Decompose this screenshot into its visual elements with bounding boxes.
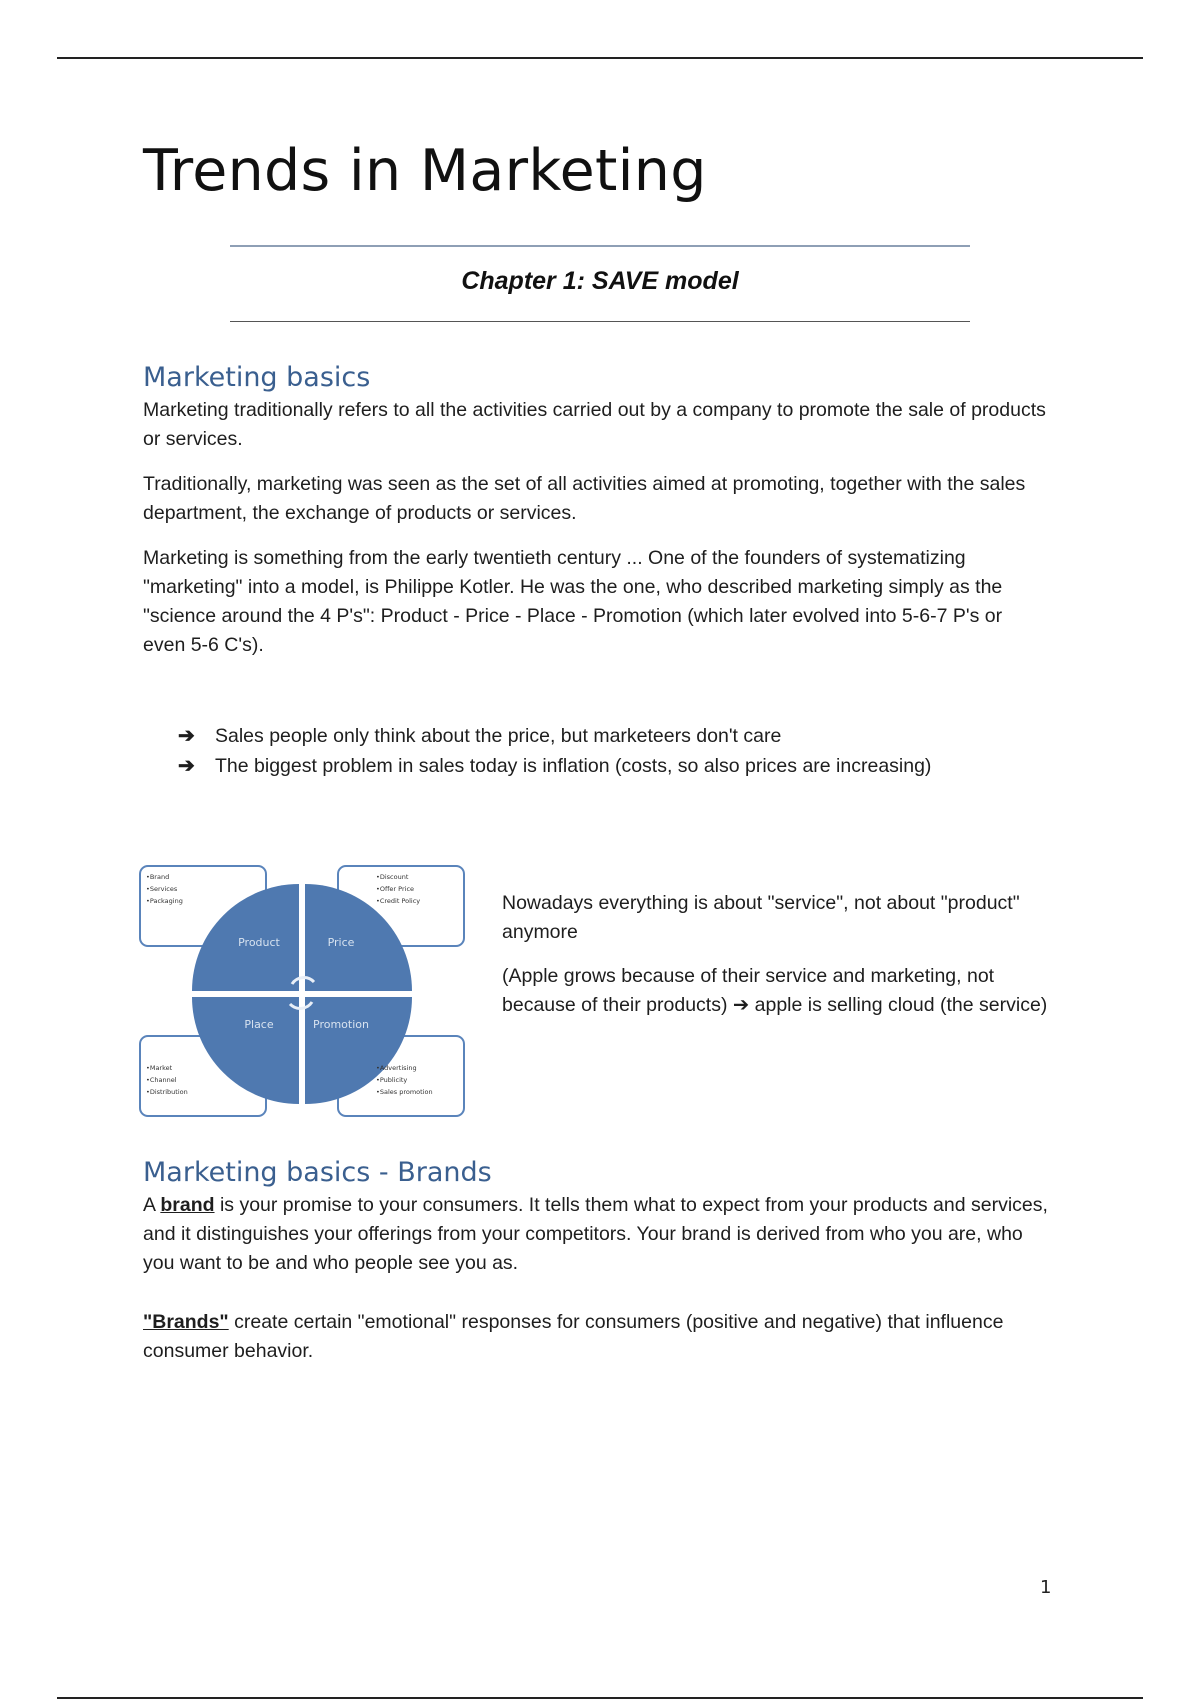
paragraph-definition: Marketing traditionally refers to all the activities carried out by a company to promote the sale of products or services.: [143, 399, 1046, 450]
box-item: •Services: [146, 885, 178, 893]
list-item: [178, 721, 931, 751]
box-item: •Discount: [376, 873, 409, 881]
box-item: •Brand: [146, 873, 170, 881]
box-item: •Advertising: [376, 1064, 417, 1072]
bullet-list: [178, 721, 931, 781]
document-title: Trends in Marketing: [143, 138, 707, 204]
bullet-text: The biggest problem in sales today is inflation (costs, so also prices are increasing): [215, 755, 932, 777]
paragraph-brand-definition: [143, 1191, 1048, 1278]
quadrant-label-price: Price: [327, 936, 355, 949]
paragraph-traditional: Traditionally, marketing was seen as the set of all activities aimed at promoting, together with the sales department, the exchange of products or services.: [143, 473, 1026, 524]
box-item: •Channel: [146, 1076, 177, 1084]
arrow-icon: ➔: [178, 755, 195, 777]
paragraph-kotler: Marketing is something from the early twentieth century ... One of the founders of systematizing "marketing" into a model, is Philippe Kotler. He was the one, who described marketing simply as the "science around the 4 P's": Product - Price - Place - Promotion (which later evolved into 5-6-7 P's or even 5-6 C's).: [143, 547, 1003, 656]
chapter-top-rule: [230, 245, 970, 247]
page-top-rule: [57, 57, 1143, 59]
section-heading-brands: Marketing basics - Brands: [143, 1157, 492, 1188]
list-item: [178, 751, 931, 781]
page-bottom-rule: [57, 1697, 1143, 1699]
box-item: •Packaging: [146, 897, 183, 905]
section-heading-marketing-basics: Marketing basics: [143, 362, 371, 393]
brand-prefix: A: [143, 1194, 161, 1216]
page-number: 1: [1040, 1577, 1052, 1598]
brand-keyword: brand: [160, 1194, 215, 1216]
quadrant-label-promotion: Promotion: [313, 1018, 369, 1031]
brands-keyword: "Brands": [143, 1311, 229, 1333]
quadrant-label-place: Place: [244, 1018, 274, 1031]
box-item: •Credit Policy: [376, 897, 421, 905]
arrow-icon: ➔: [178, 725, 195, 747]
brands-emotion-text: create certain "emotional" responses for consumers (positive and negative) that influence consumer behavior.: [143, 1311, 1004, 1362]
box-item: •Distribution: [146, 1088, 188, 1096]
box-item: •Publicity: [376, 1076, 408, 1084]
paragraph-brands-emotion: [143, 1308, 1048, 1366]
box-item: •Market: [146, 1064, 173, 1072]
box-item: •Offer Price: [376, 885, 415, 893]
four-ps-diagram: [134, 860, 470, 1122]
quadrant-label-product: Product: [238, 936, 280, 949]
brand-definition-text: is your promise to your consumers. It tells them what to expect from your products and services, and it distinguishes your offerings from your competitors. Your brand is derived from who you are, who you want to be and who people see you as.: [143, 1194, 1048, 1274]
side-text-service: Nowadays everything is about "service", not about "product" anymore: [502, 892, 1020, 943]
box-item: •Sales promotion: [376, 1088, 433, 1096]
side-text-apple: (Apple grows because of their service and marketing, not because of their products) ➔ apple is selling cloud (the service): [502, 965, 1048, 1016]
chapter-bottom-rule: [230, 321, 970, 322]
bullet-text: Sales people only think about the price, but marketeers don't care: [215, 725, 782, 747]
chapter-heading: Chapter 1: SAVE model: [461, 267, 739, 295]
